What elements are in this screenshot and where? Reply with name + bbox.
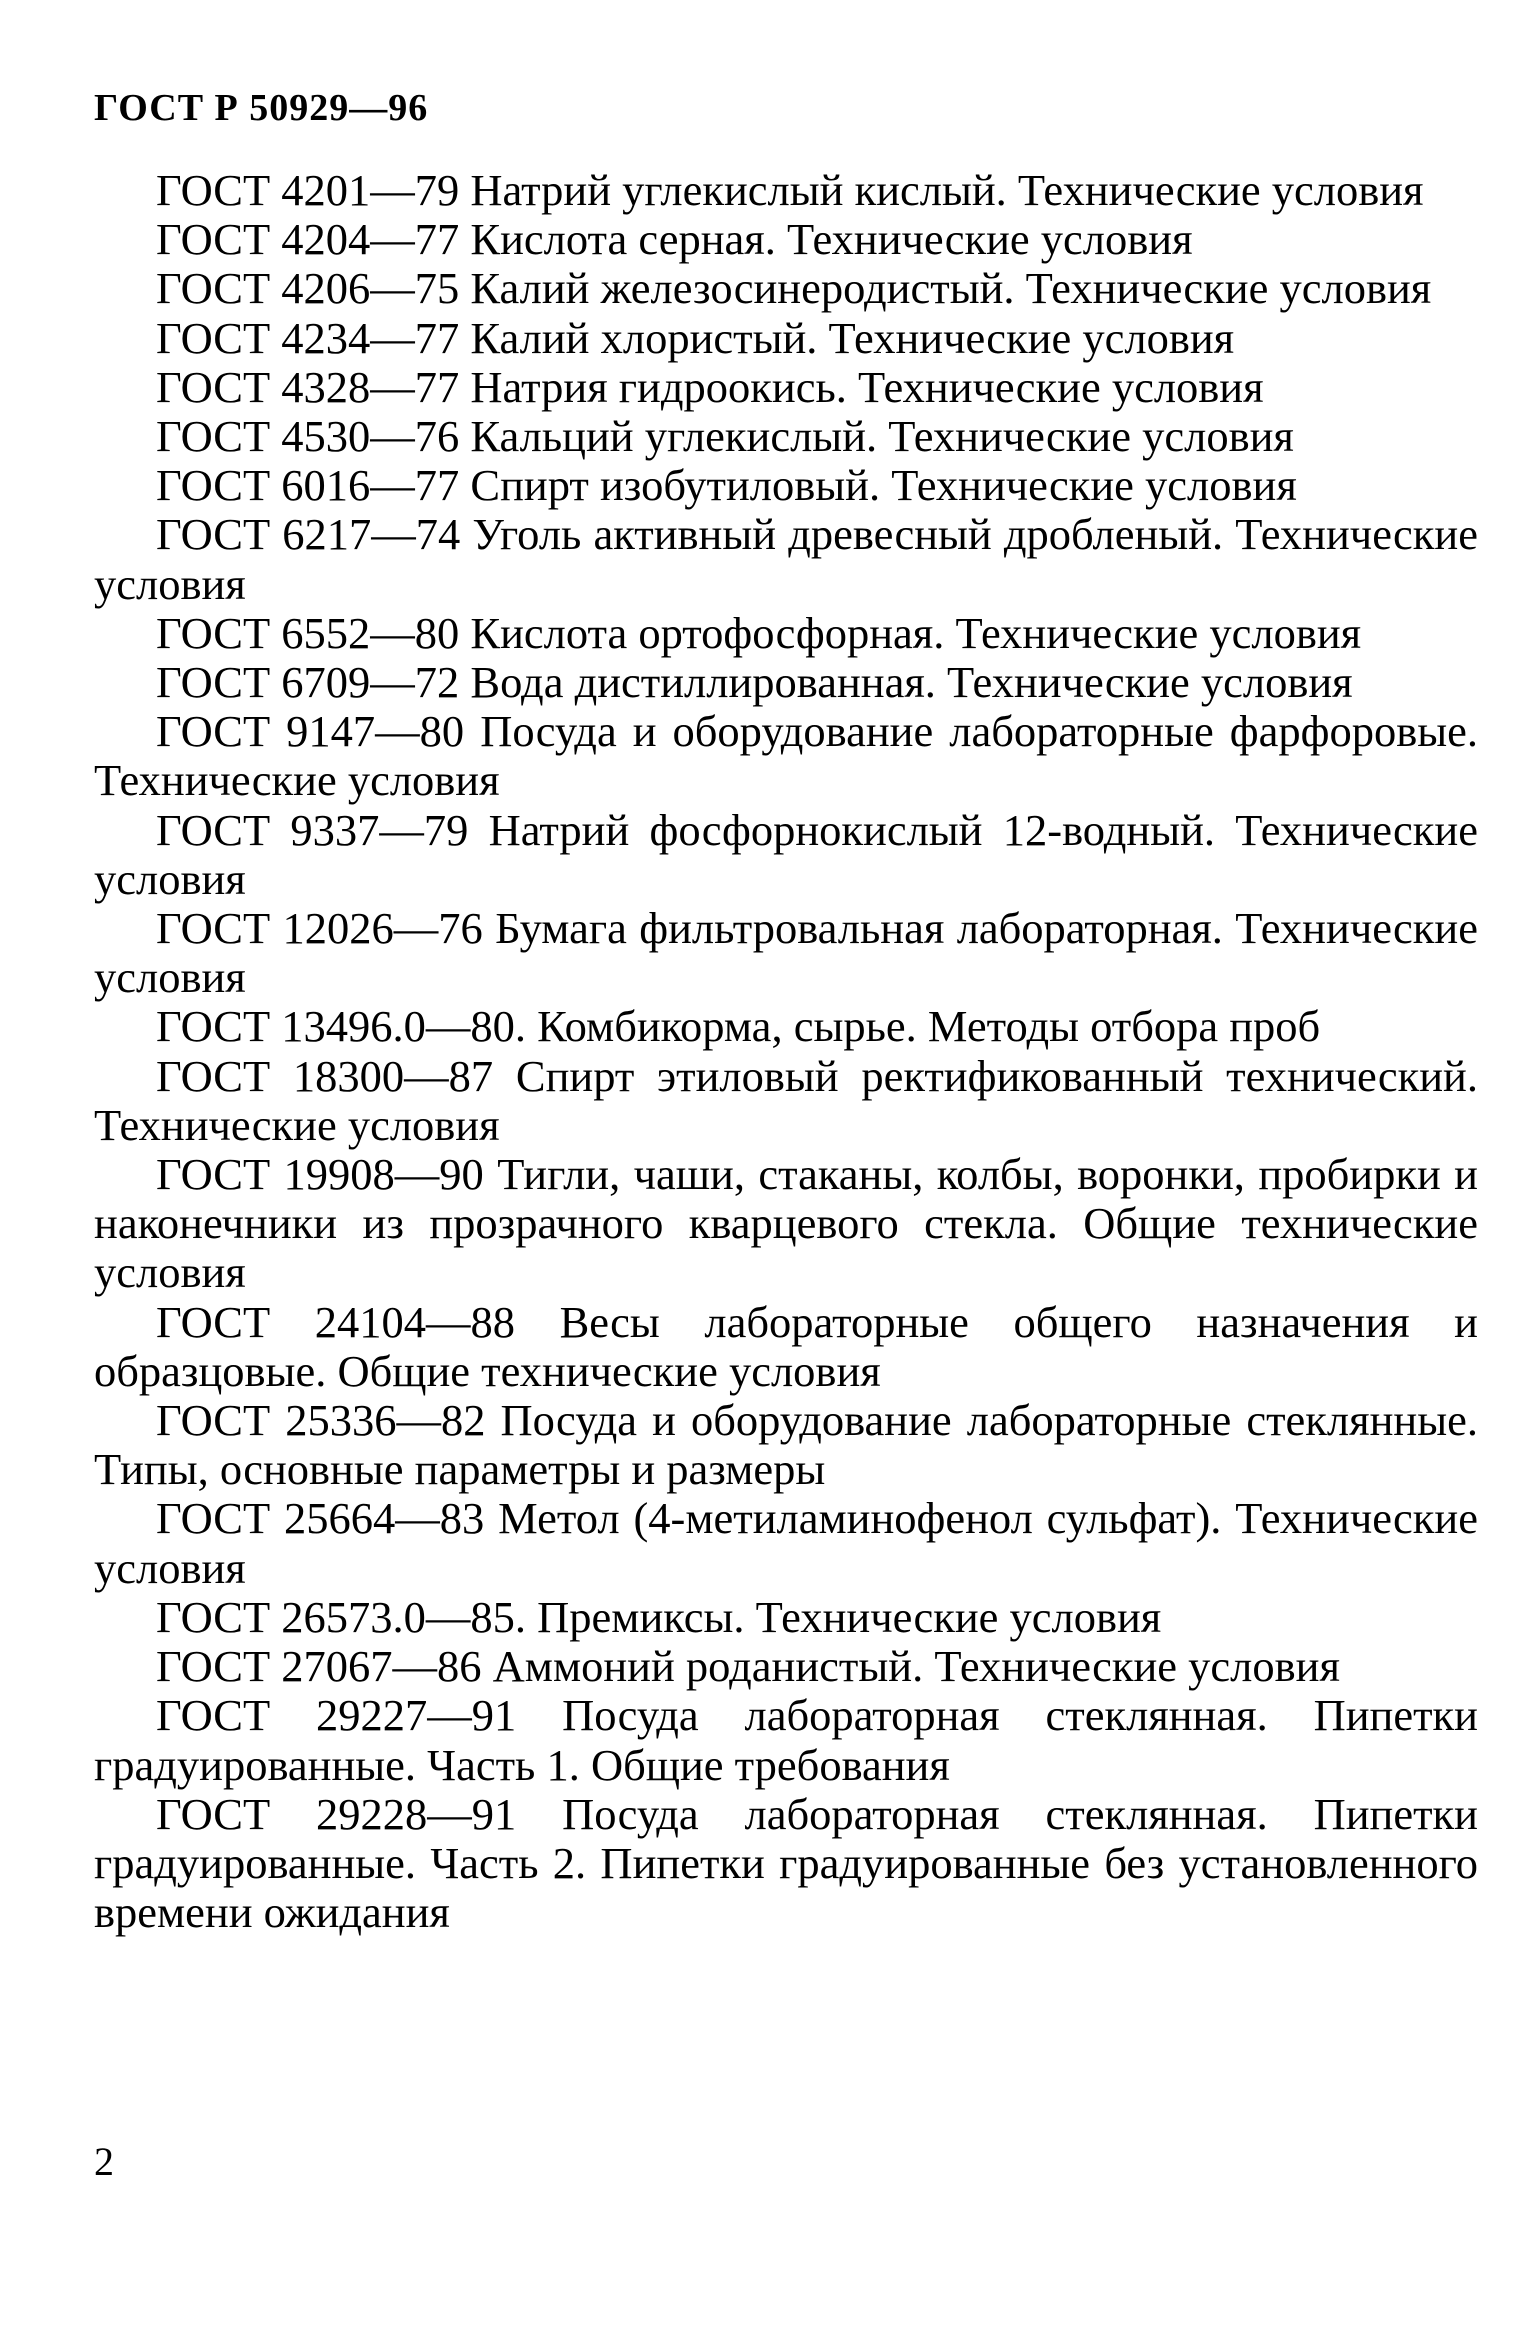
reference-item: ГОСТ 25664—83 Метол (4-метиламинофенол сульфат). Технические условия [94, 1493, 1478, 1593]
reference-item: ГОСТ 26573.0—85. Премиксы. Технические условия [156, 1591, 1162, 1642]
reference-item: ГОСТ 6709—72 Вода дистиллированная. Технические условия [156, 657, 1353, 708]
reference-item: ГОСТ 18300—87 Спирт этиловый ректификованный технический. Технические условия [94, 1050, 1478, 1150]
reference-item: ГОСТ 12026—76 Бумага фильтровальная лабораторная. Технические условия [94, 903, 1478, 1003]
reference-item: ГОСТ 24104—88 Весы лабораторные общего назначения и образцовые. Общие технические условия [94, 1296, 1478, 1396]
reference-item: ГОСТ 4234—77 Калий хлористый. Технические условия [156, 312, 1235, 363]
reference-item: ГОСТ 29228—91 Посуда лабораторная стеклянная. Пипетки градуированные. Часть 2. Пипетки градуированные без установленного времени ожидания [94, 1788, 1478, 1938]
reference-item: ГОСТ 4206—75 Калий железосинеродистый. Технические условия [156, 263, 1432, 314]
reference-item: ГОСТ 19908—90 Тигли, чаши, стаканы, колбы, воронки, пробирки и наконечники из прозрачного кварцевого стекла. Общие технические условия [94, 1149, 1478, 1298]
reference-item: ГОСТ 4201—79 Натрий углекислый кислый. Технические условия [156, 165, 1424, 215]
reference-item: ГОСТ 6217—74 Уголь активный древесный дробленый. Технические условия [94, 509, 1478, 609]
reference-item: ГОСТ 4328—77 Натрия гидроокись. Технические условия [156, 361, 1264, 412]
reference-item: ГОСТ 4204—77 Кислота серная. Технические условия [156, 214, 1193, 265]
page-header: ГОСТ Р 50929—96 [94, 87, 429, 129]
reference-item: ГОСТ 25336—82 Посуда и оборудование лабораторные стеклянные. Типы, основные параметры и размеры [94, 1395, 1478, 1495]
reference-item: ГОСТ 13496.0—80. Комбикорма, сырье. Методы отбора проб [156, 1001, 1321, 1052]
reference-item: ГОСТ 9337—79 Натрий фосфорнокислый 12-водный. Технические условия [94, 804, 1478, 904]
reference-list [94, 166, 1478, 1937]
reference-item: ГОСТ 6552—80 Кислота ортофосфорная. Технические условия [156, 607, 1362, 658]
reference-item: ГОСТ 4530—76 Кальций углекислый. Технические условия [156, 411, 1294, 462]
reference-item: ГОСТ 9147—80 Посуда и оборудование лабораторные фарфоровые. Технические условия [94, 706, 1478, 806]
reference-item: ГОСТ 6016—77 Спирт изобутиловый. Технические условия [156, 460, 1297, 511]
reference-item: ГОСТ 29227—91 Посуда лабораторная стеклянная. Пипетки градуированные. Часть 1. Общие требования [94, 1690, 1478, 1790]
page-number: 2 [94, 2139, 114, 2184]
reference-item: ГОСТ 27067—86 Аммоний роданистый. Технические условия [156, 1641, 1340, 1692]
